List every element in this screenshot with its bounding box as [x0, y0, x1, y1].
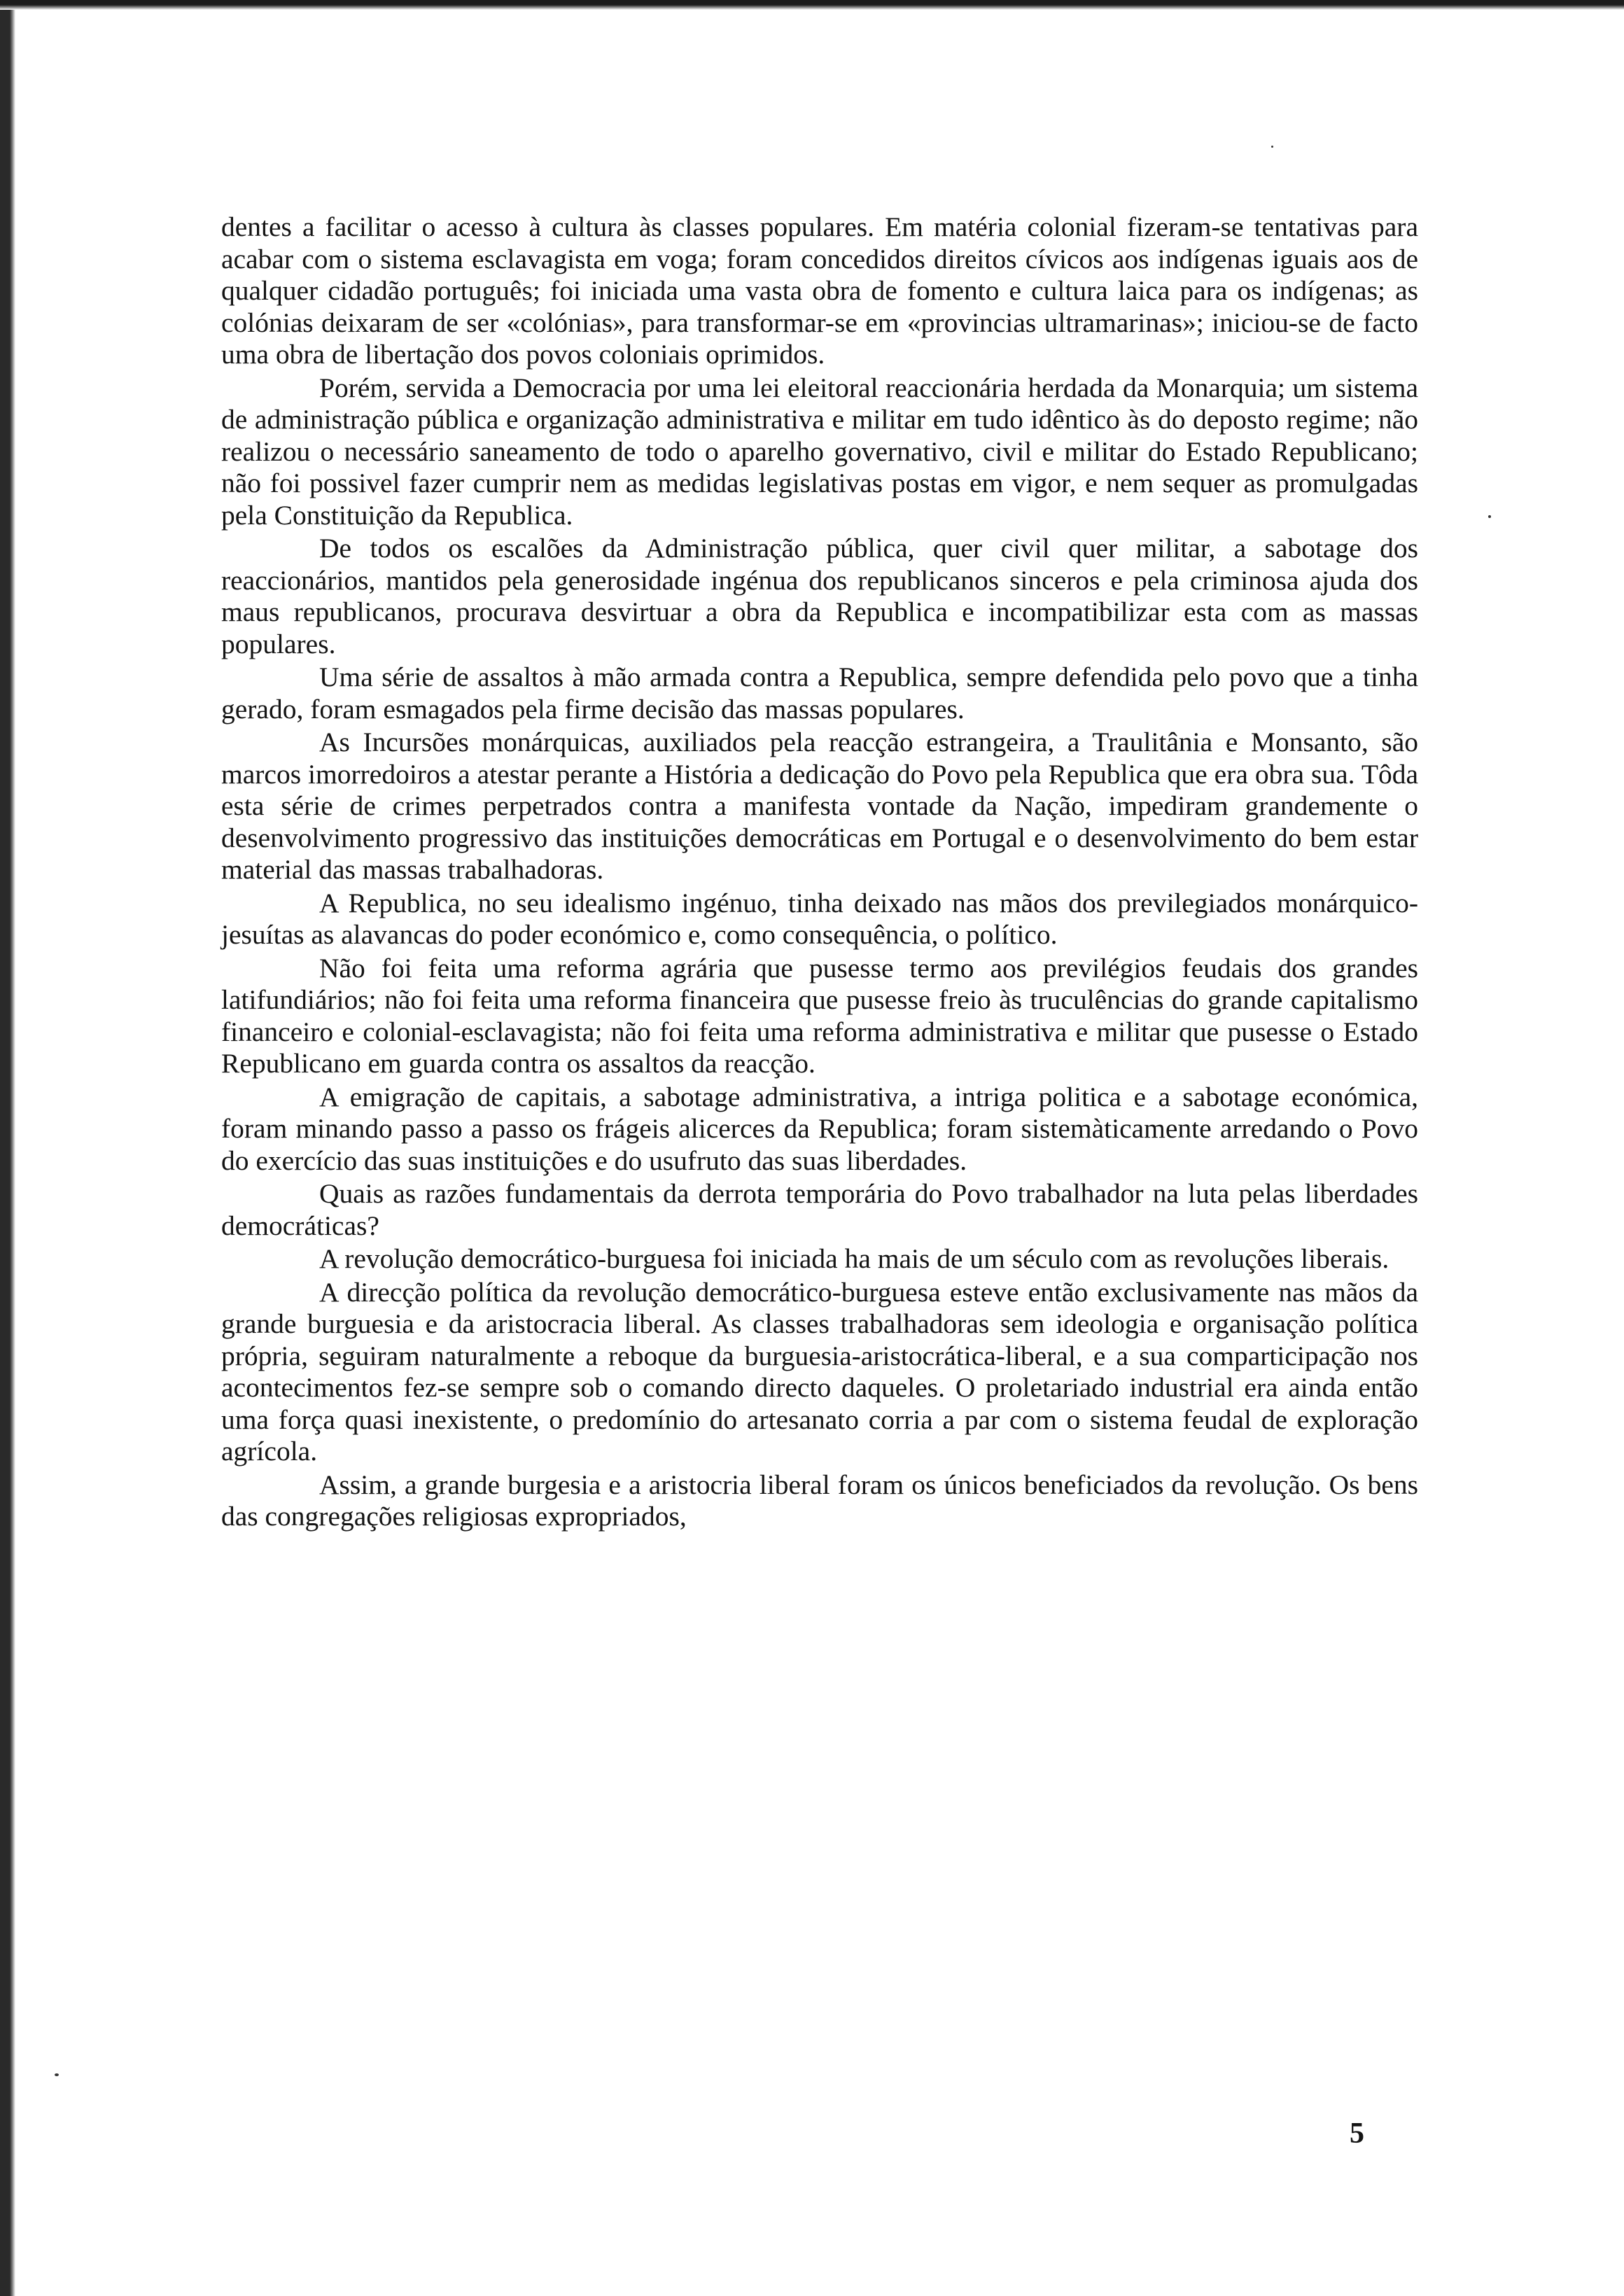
scan-speck	[1488, 515, 1491, 518]
paragraph: Quais as razões fundamentais da derrota temporária do Povo trabalhador na luta pelas liberdades democráticas?	[221, 1178, 1418, 1241]
page-number: 5	[1350, 2118, 1364, 2150]
paragraph: A revolução democrático-burguesa foi iniciada ha mais de um século com as revoluções liberais.	[319, 1243, 1390, 1274]
paragraph: As Incursões monárquicas, auxiliados pela reacção estrangeira, a Traulitânia e Monsanto, são marcos imorredoiros a atestar perante a História a dedicação do Povo pela Republica que era obra sua. Tôda esta série de crimes perpetrados contra a manifesta vontade da Nação, impediram grandemente o desenvolvimento progressivo das instituições democráticas em Portugal e o desenvolvimento do bem estar material das massas trabalhadoras.	[221, 727, 1418, 885]
paragraph: Porém, servida a Democracia por uma lei eleitoral reaccionária herdada da Monarquia; um sistema de administração pública e organização administrativa e militar em tudo idêntico às do deposto regime; não realizou o necessário saneamento de todo o aparelho governativo, civil e militar do Estado Republicano; não foi possivel fazer cumprir nem as medidas legislativas postas em vigor, e nem sequer as promulgadas pela Constituição da Republica.	[221, 372, 1418, 531]
scan-top-edge	[0, 0, 1624, 10]
scan-speck	[1271, 146, 1273, 148]
paragraph: De todos os escalões da Administração pública, quer civil quer militar, a sabotage dos reaccionários, mantidos pela generosidade ingénua dos republicanos sinceros e pela criminosa ajuda dos maus republicanos, procurava desvirtuar a obra da Republica e incompatibilizar esta com as massas populares.	[221, 533, 1418, 659]
paragraph: Assim, a grande burgesia e a aristocria liberal foram os únicos beneficiados da revolução. Os bens das congregações religiosas expropriados,	[221, 1469, 1418, 1532]
scan-left-edge	[0, 0, 15, 2296]
page-text	[221, 211, 1418, 1534]
paragraph: dentes a facilitar o acesso à cultura às classes populares. Em matéria colonial fizeram-se tentativas para acabar com o sistema esclavagista em voga; foram concedidos direitos cívicos aos indígenas iguais aos de qualquer cidadão português; foi iniciada uma vasta obra de fomento e cultura laica para os indígenas; as colónias deixaram de ser «colónias», para transformar-se em «provincias ultramarinas»; iniciou-se de facto uma obra de libertação dos povos coloniais oprimidos.	[221, 211, 1418, 370]
scan-speck	[55, 2073, 59, 2076]
paragraph: A direcção política da revolução democrático-burguesa esteve então exclusivamente nas mãos da grande burguesia e da aristocracia liberal. As classes trabalhadoras sem ideologia e organisação política própria, seguiram naturalmente a reboque da burguesia-aristocrática-liberal, e a sua comparticipação nos acontecimentos fez-se sempre sob o comando directo daqueles. O proletariado industrial era ainda então uma força quasi inexistente, o predomínio do artesanato corria a par com o sistema feudal de exploração agrícola.	[221, 1276, 1418, 1466]
paragraph: A Republica, no seu idealismo ingénuo, tinha deixado nas mãos dos previlegiados monárquico-jesuítas as alavancas do poder económico e, como consequência, o político.	[221, 887, 1418, 950]
paragraph: A emigração de capitais, a sabotage administrativa, a intriga politica e a sabotage económica, foram minando passo a passo os frágeis alicerces da Republica; foram sistemàticamente arredando o Povo do exercício das suas instituições e do usufruto das suas liberdades.	[221, 1081, 1418, 1176]
paragraph: Não foi feita uma reforma agrária que pusesse termo aos previlégios feudais dos grandes latifundiários; não foi feita uma reforma financeira que pusesse freio às truculências do grande capitalismo financeiro e colonial-esclavagista; não foi feita uma reforma administrativa e militar que pusesse o Estado Republicano em guarda contra os assaltos da reacção.	[221, 952, 1418, 1079]
paragraph: Uma série de assaltos à mão armada contra a Republica, sempre defendida pelo povo que a tinha gerado, foram esmagados pela firme decisão das massas populares.	[221, 662, 1418, 724]
